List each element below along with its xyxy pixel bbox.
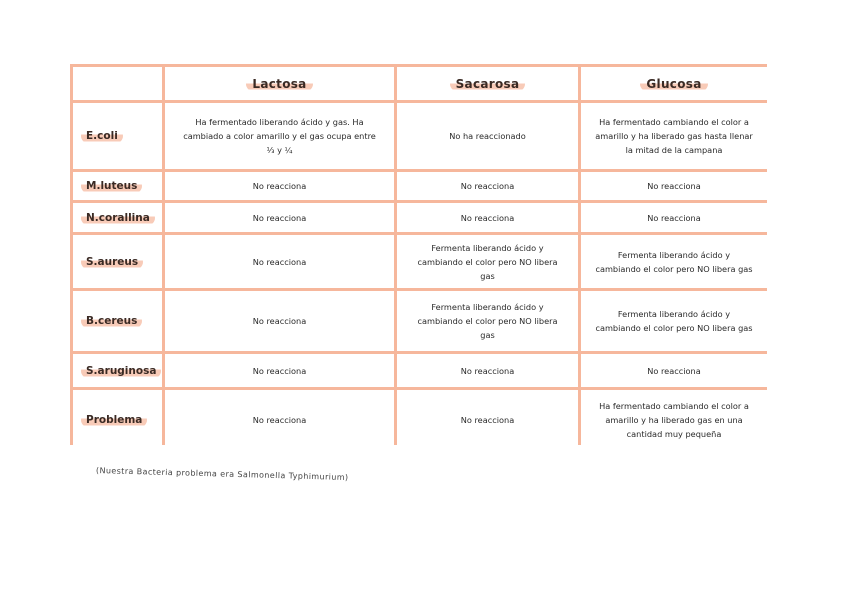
row-header-cell — [73, 354, 162, 387]
header-label: Glucosa — [640, 77, 707, 91]
row-header-label: M.luteus — [81, 179, 142, 193]
row-header-cell — [73, 103, 162, 169]
table-cell: No reacciona — [165, 291, 394, 351]
table-cell: No reacciona — [581, 354, 767, 387]
table-cell: Fermenta liberando ácido y cambiando el color pero NO libera gas — [581, 235, 767, 288]
table-cell: No reacciona — [581, 203, 767, 232]
table-cell: No reacciona — [581, 172, 767, 200]
header-label: Sacarosa — [450, 77, 526, 91]
table-cell: Ha fermentado cambiando el color a amarillo y ha liberado gas en una cantidad muy pequeña — [581, 390, 767, 449]
table-cell: No reacciona — [397, 354, 578, 387]
row-header-cell — [73, 203, 162, 232]
table-cell: No reacciona — [165, 235, 394, 288]
table-cell: No ha reaccionado — [397, 103, 578, 169]
table-cell: No reacciona — [165, 172, 394, 200]
header-label: Lactosa — [246, 77, 312, 91]
table-cell: No reacciona — [397, 172, 578, 200]
footnote: (Nuestra Bacteria problema era Salmonella Typhimurium) — [95, 466, 349, 483]
row-header-label: Problema — [81, 413, 147, 427]
row-header-cell — [73, 291, 162, 351]
row-header-label: S.aruginosa — [81, 364, 161, 378]
row-header-label: E.coli — [81, 129, 123, 143]
table-cell: No reacciona — [165, 390, 394, 449]
table-cell: No reacciona — [397, 203, 578, 232]
table-cell: Fermenta liberando ácido y cambiando el color pero NO libera gas — [397, 291, 578, 351]
table-cell: No reacciona — [165, 203, 394, 232]
header-cell-glucosa — [581, 67, 767, 100]
table-cell: Ha fermentado cambiando el color a amarillo y ha liberado gas hasta llenar la mitad de la campana — [581, 103, 767, 169]
header-cell-sacarosa — [397, 67, 578, 100]
row-header-label: N.corallina — [81, 211, 155, 225]
table-corner-cell — [73, 67, 162, 100]
table-cell: Ha fermentado liberando ácido y gas. Ha cambiado a color amarillo y el gas ocupa entre ⅓ y ¼ — [165, 103, 394, 169]
row-header-cell — [73, 390, 162, 449]
row-header-label: B.cereus — [81, 314, 142, 328]
row-header-cell — [73, 172, 162, 200]
table-cell: No reacciona — [397, 390, 578, 449]
row-header-cell — [73, 235, 162, 288]
row-header-label: S.aureus — [81, 255, 143, 269]
table-cell: No reacciona — [165, 354, 394, 387]
results-table — [70, 64, 767, 445]
header-cell-lactosa — [165, 67, 394, 100]
table-cell: Fermenta liberando ácido y cambiando el color pero NO libera gas — [581, 291, 767, 351]
table-cell: Fermenta liberando ácido y cambiando el color pero NO libera gas — [397, 235, 578, 288]
